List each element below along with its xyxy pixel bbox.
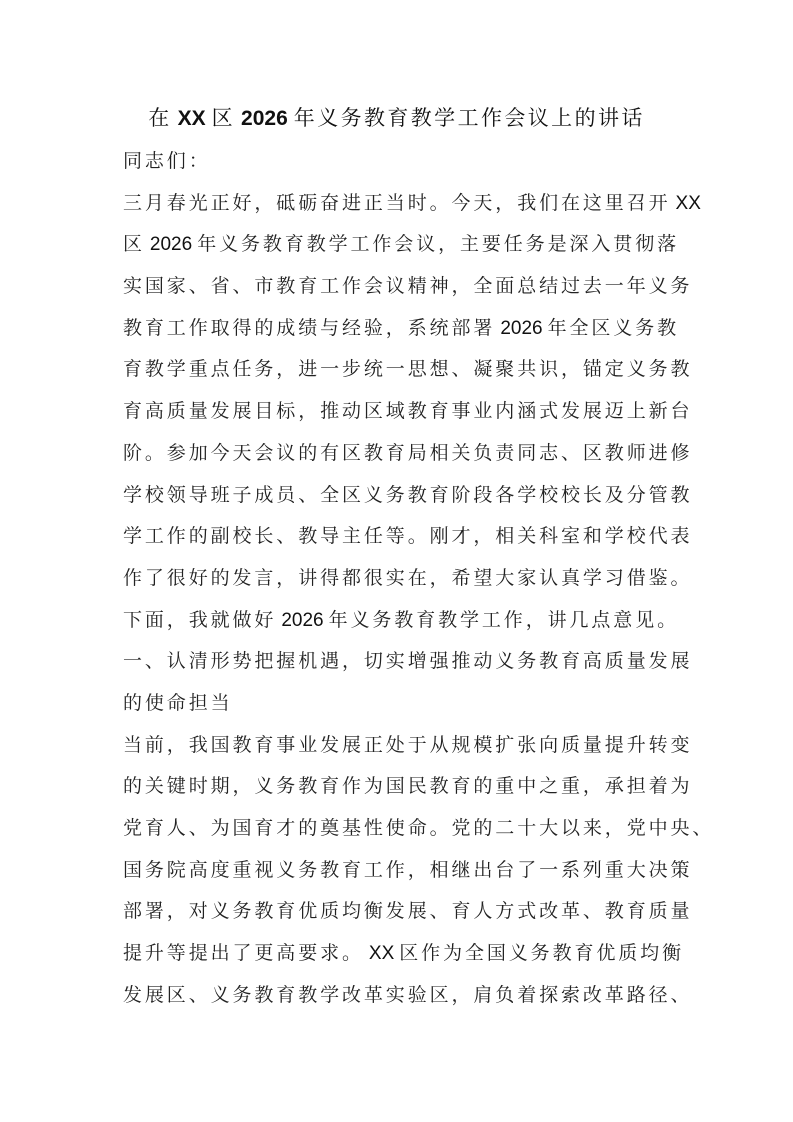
body-line: 教育工作取得的成绩与经验，系统部署 2026 年全区义务教 — [123, 316, 679, 339]
body-line: 党育人、为国育才的奠基性使命。党的二十大以来，党中央、 — [123, 817, 715, 839]
body-line: 下面，我就做好 2026 年义务教育教学工作，讲几点意见。 — [123, 608, 679, 631]
title-part: 区 — [211, 106, 236, 130]
body-line: 阶。参加今天会议的有区教育局相关负责同志、区教师进修 — [123, 441, 693, 464]
document-body — [123, 141, 715, 1016]
body-line: 作了很好的发言，讲得都很实在，希望大家认真学习借鉴。 — [123, 566, 693, 589]
body-line: 部署，对义务教育优质均衡发展、育人方式改革、教育质量 — [123, 900, 693, 923]
title-year: 2026 — [241, 107, 288, 130]
section-heading-line: 的使命担当 — [123, 691, 233, 714]
body-line: 育教学重点任务，进一步统一思想、凝聚共识，锚定义务教 — [123, 358, 693, 381]
body-line: 育高质量发展目标，推动区域教育事业内涵式发展迈上新台 — [123, 400, 693, 423]
section-heading-line: 一、认清形势把握机遇，切实增强推动义务教育高质量发展 — [123, 650, 693, 673]
body-line: 的关键时期，义务教育作为国民教育的重中之重，承担着为 — [123, 775, 693, 798]
body-line: 提升等提出了更高要求。 XX 区作为全国义务教育优质均衡 — [123, 942, 684, 965]
body-line: 区 2026 年义务教育教学工作会议，主要任务是深入贯彻落 — [123, 233, 679, 256]
document-title — [110, 101, 683, 135]
body-line: 国务院高度重视义务教育工作，相继出台了一系列重大决策 — [123, 858, 693, 881]
salutation: 同志们： — [123, 150, 211, 172]
body-line: 发展区、义务教育教学改革实验区，肩负着探索改革路径、 — [123, 983, 693, 1006]
body-line: 实国家、省、市教育工作会议精神，全面总结过去一年义务 — [123, 275, 693, 298]
body-line: 三月春光正好，砥砺奋进正当时。今天，我们在这里召开 XX — [123, 191, 701, 214]
body-line: 当前，我国教育事业发展正处于从规模扩张向质量提升转变 — [123, 733, 693, 756]
body-line: 学校领导班子成员、全区义务教育阶段各学校校长及分管教 — [123, 483, 693, 506]
title-district-code: XX — [177, 107, 206, 130]
title-part: 在 — [148, 106, 172, 130]
body-line: 学工作的副校长、教导主任等。刚才，相关科室和学校代表 — [123, 525, 693, 548]
title-part: 年义务教育教学工作会议上的讲话 — [293, 106, 645, 130]
